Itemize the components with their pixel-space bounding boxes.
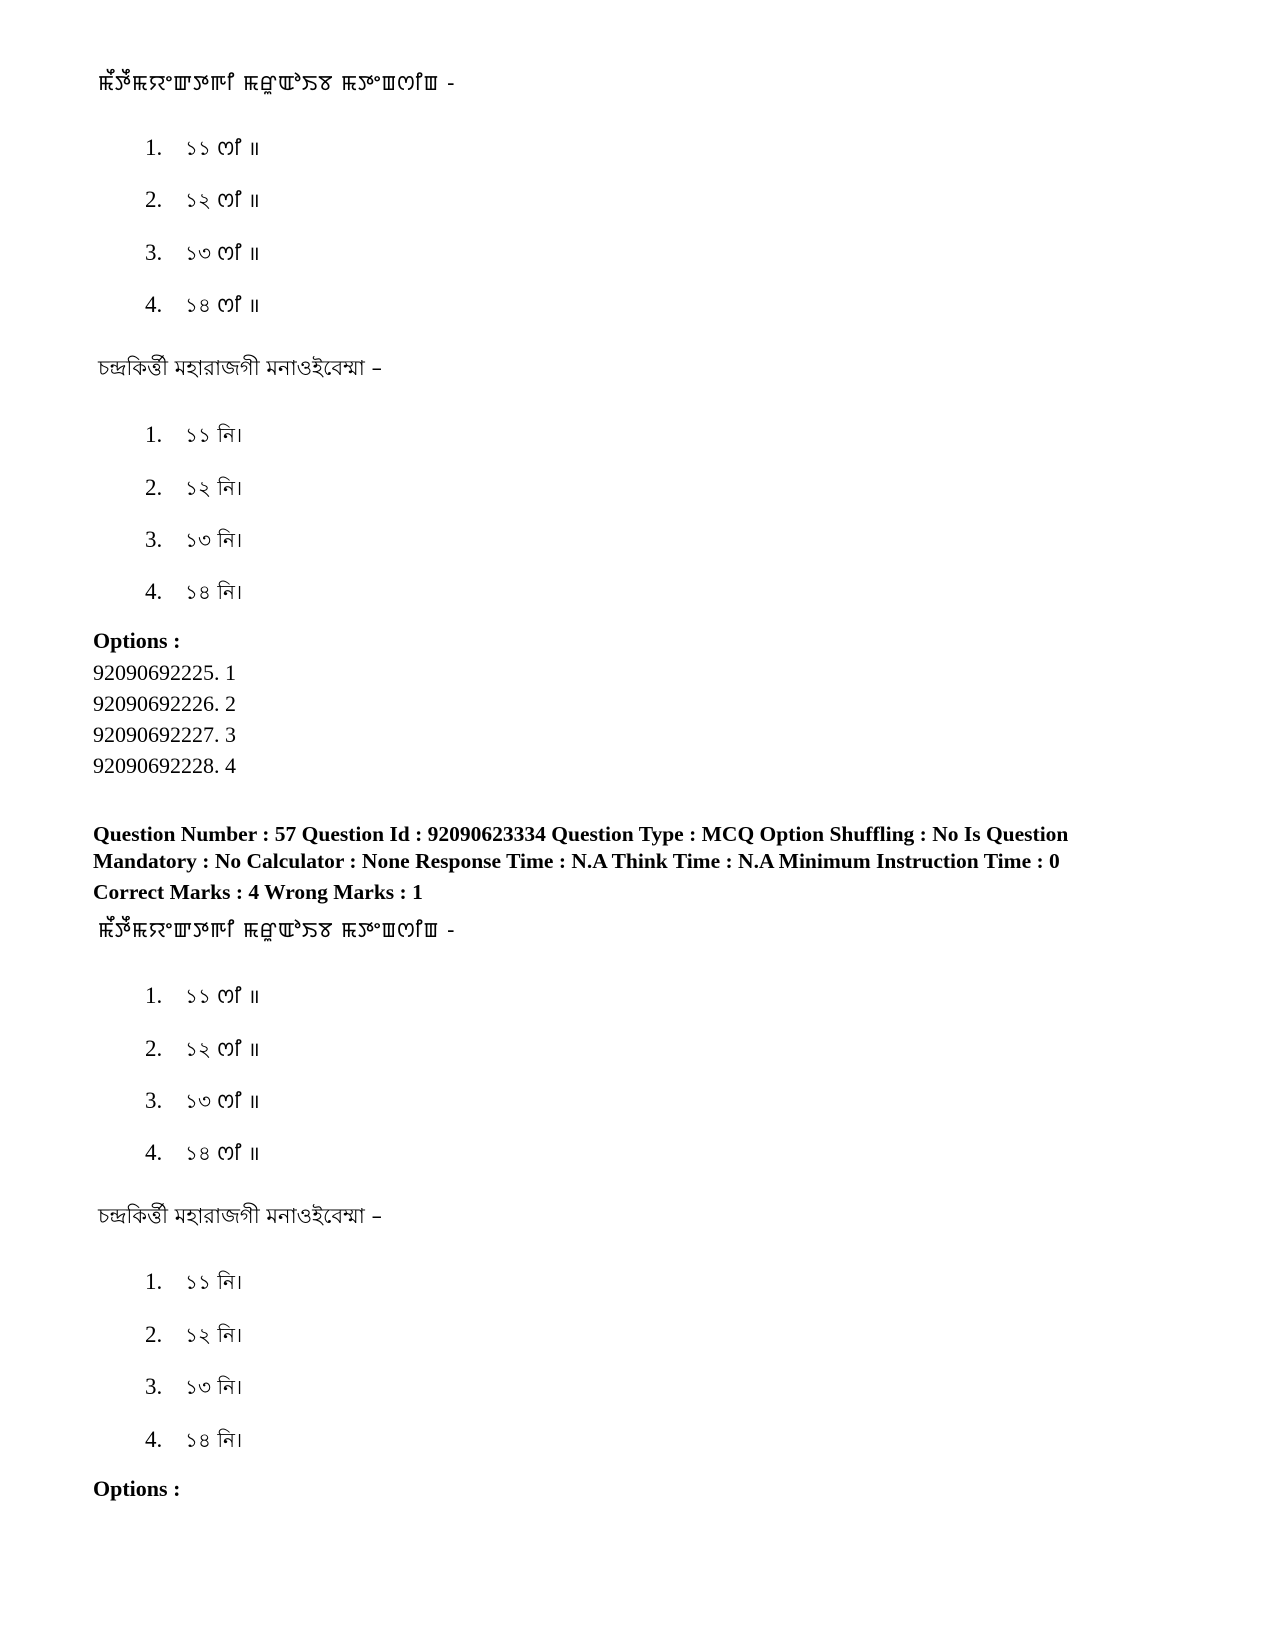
- options-label: Options :: [93, 628, 181, 653]
- option-text: ১৪ ꯁꯤ ॥: [185, 293, 260, 317]
- option-text: ১১ নি।: [185, 423, 243, 447]
- option-text: ১২ ꯁꯤ ॥: [185, 1037, 260, 1061]
- option-item: [145, 982, 260, 1015]
- option-item: [145, 1426, 242, 1459]
- option-text: ১২ নি।: [185, 1323, 243, 1347]
- option-text: ১১ ꯁꯤ ॥: [185, 136, 260, 160]
- option-item: [145, 134, 260, 167]
- option-number: 4.: [145, 1427, 163, 1452]
- option-item: [145, 1268, 242, 1301]
- option-item: [145, 1035, 260, 1068]
- option-number: 1.: [145, 1269, 163, 1294]
- option-text: ১৩ নি।: [185, 528, 243, 552]
- option-text: ১৪ নি।: [185, 580, 243, 604]
- question-bengali-2: চন্দ্রকির্ত্তী মহারাজগী মনাওইবেম্মা –: [98, 1204, 383, 1228]
- option-number: 4.: [145, 1140, 163, 1165]
- option-item: [145, 186, 260, 219]
- option-text: ১৩ ꯁꯤ ॥: [185, 241, 260, 265]
- question-meitei-1: ꯃꯩꯇꯩꯃꯌꯦꯛꯇꯒꯤ ꯃꯔꯨꯑꯣꯏꯕ ꯃꯇꯦꯡꯁꯤꯡ -: [98, 71, 456, 95]
- option-text: ১১ নি।: [185, 1270, 243, 1294]
- option-item: [145, 526, 242, 559]
- option-text: ১৩ নি।: [185, 1375, 243, 1399]
- options-label: Options :: [93, 1476, 181, 1501]
- question-meitei-2: ꯃꯩꯇꯩꯃꯌꯦꯛꯇꯒꯤ ꯃꯔꯨꯑꯣꯏꯕ ꯃꯇꯦꯡꯁꯤꯡ -: [98, 918, 456, 942]
- question-meta: [93, 821, 1203, 906]
- option-text: ১২ ꯁꯤ ॥: [185, 188, 260, 212]
- option-item: [145, 474, 242, 507]
- option-number: 2.: [145, 1036, 163, 1061]
- question-meta-line: Mandatory : No Calculator : None Response Time : N.A Think Time : N.A Minimum Instruction Time : 0: [93, 849, 1060, 873]
- question-bengali-1: চন্দ্রকির্ত্তী মহারাজগী মনাওইবেম্মা –: [98, 356, 383, 380]
- option-number: 1.: [145, 983, 163, 1008]
- option-number: 3.: [145, 527, 163, 552]
- option-number: 3.: [145, 1088, 163, 1113]
- option-number: 3.: [145, 1374, 163, 1399]
- option-number: 1.: [145, 135, 163, 160]
- option-text: ১৩ ꯁꯤ ॥: [185, 1089, 260, 1113]
- option-number: 4.: [145, 292, 163, 317]
- option-text: ১৪ নি।: [185, 1428, 243, 1452]
- option-text: ১২ নি।: [185, 476, 243, 500]
- option-item: [145, 1087, 260, 1120]
- option-item: [145, 291, 260, 324]
- option-id-line: 92090692225. 1: [93, 660, 236, 685]
- option-item: [145, 239, 260, 272]
- option-number: 1.: [145, 422, 163, 447]
- option-item: [145, 578, 242, 611]
- options-list: [93, 657, 236, 781]
- option-item: [145, 421, 242, 454]
- option-number: 2.: [145, 475, 163, 500]
- option-id-line: 92090692227. 3: [93, 722, 236, 747]
- option-item: [145, 1321, 242, 1354]
- option-text: ১১ ꯁꯤ ॥: [185, 984, 260, 1008]
- question-meta-line: Question Number : 57 Question Id : 92090623334 Question Type : MCQ Option Shuffling : No Is Question: [93, 822, 1069, 846]
- option-item: [145, 1373, 242, 1406]
- option-id-line: 92090692226. 2: [93, 691, 236, 716]
- option-id-line: 92090692228. 4: [93, 753, 236, 778]
- option-text: ১৪ ꯁꯤ ॥: [185, 1141, 260, 1165]
- option-number: 4.: [145, 579, 163, 604]
- option-number: 3.: [145, 240, 163, 265]
- question-marks: Correct Marks : 4 Wrong Marks : 1: [93, 880, 423, 904]
- option-number: 2.: [145, 187, 163, 212]
- option-item: [145, 1139, 260, 1172]
- option-number: 2.: [145, 1322, 163, 1347]
